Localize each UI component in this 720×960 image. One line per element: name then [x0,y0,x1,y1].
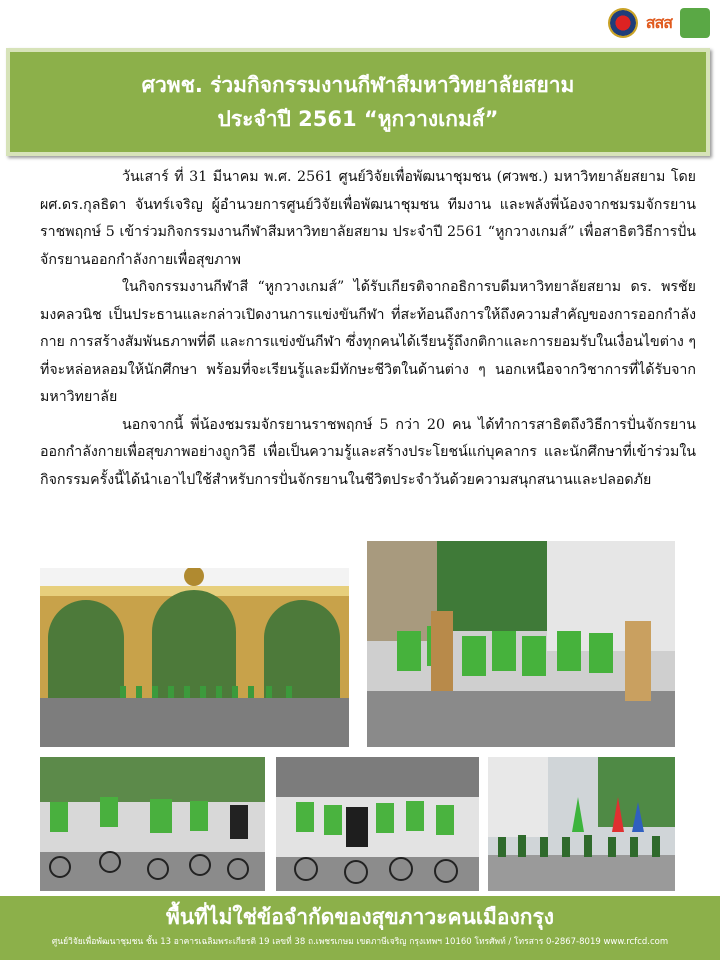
footer-slogan: พื้นที่ไม่ใช่ข้อจำกัดของสุขภาวะคนเมืองกรุง [165,905,554,929]
sss-logo: สสส [645,13,672,32]
seal-logo [608,8,638,38]
paragraph-1: วันเสาร์ ที่ 31 มีนาคม พ.ศ. 2561 ศูนย์วิจัยเพื่อพัฒนาชุมชน (ศวพช.) มหาวิทยาลัยสยาม โดย ผศ.ดร.กุลธิดา จันทร์เจริญ ผู้อำนวยการศูนย์วิจัยเพื่อพัฒนาชุมชน ทีมงาน และพลังพี่น้องจากชมรมจักรยานราชพฤกษ์ 5 เข้าร่วมกิจกรรมงานกีฬาสีมหาวิทยาลัยสยาม ประจำปี 2561 “หูกวางเกมส์” เพื่อสาธิตวิธีการปั่นจักรยานออกกำลังกายเพื่อสุขภาพ [40,169,696,268]
leaf-logo [680,8,710,38]
title-line-1: ศวพช. ร่วมกิจกรรมงานกีฬาสีมหาวิทยาลัยสยาม [141,73,575,97]
footer-banner [0,896,720,960]
title-banner [6,48,710,156]
green-team-group-photo [367,541,675,747]
cyclists-group-photo [276,757,479,891]
cyclists-road-photo [40,757,265,891]
parade-flags-photo [488,757,675,891]
title-line-2: ประจำปี 2561 “หูกวางเกมส์” [217,107,499,131]
gate-cyclists-photo [40,568,349,747]
header-logos [608,4,710,42]
article-body [40,164,696,494]
paragraph-3: นอกจากนี้ พี่น้องชมรมจักรยานราชพฤกษ์ 5 กว่า 20 คน ได้ทำการสาธิตถึงวิธีการปั่นจักรยานออกกำลังกายเพื่อสุขภาพอย่างถูกวิธี เพื่อเป็นความรู้และสร้างประโยชน์แก่บุคลากร และนักศึกษาที่เข้าร่วมในกิจกรรมครั้งนี้ได้นำเอาไปใช้สำหรับการปั่นจักรยานในชีวิตประจำวันด้วยความสนุกสนานและปลอดภัย [40,416,696,488]
paragraph-2: ในกิจกรรมงานกีฬาสี “หูกวางเกมส์” ได้รับเกียรติจากอธิการบดีมหาวิทยาลัยสยาม ดร. พรชัย มงคลวนิช เป็นประธานและกล่าวเปิดงานการแข่งขันกีฬา ที่สะท้อนถึงการให้ถึงความสำคัญของการออกกำลังกาย การสร้างสัมพันธภาพที่ดี และการแข่งขันกีฬา ซึ่งทุกคนได้เรียนรู้ถึงกติกาและการยอมรับในเงื่อนไขต่าง ๆ ที่จะหล่อหลอมให้นักศึกษา พร้อมที่จะเรียนรู้และมีทักษะชีวิตในด้านต่าง ๆ นอกเหนือจากวิชาการที่ได้รับจากมหาวิทยาลัย [40,279,696,405]
footer-address: ศูนย์วิจัยเพื่อพัฒนาชุมชน ชั้น 13 อาคารเฉลิมพระเกียรติ 19 เลขที่ 38 ถ.เพชรเกษม เขตภาษีเจริญ กรุงเทพฯ 10160 โทรศัพท์ / โทรสาร 0-2867-8019 www.rcfcd.com [51,937,669,947]
